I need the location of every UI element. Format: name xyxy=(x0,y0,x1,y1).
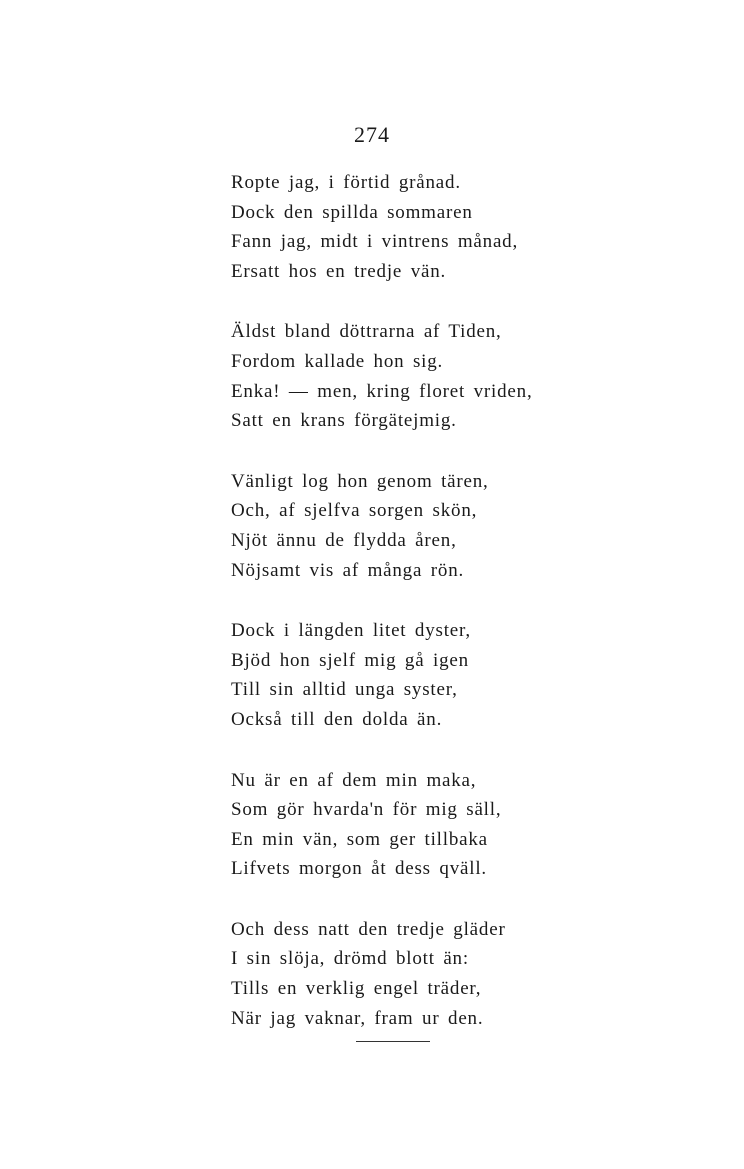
poem-line: Och dess natt den tredje gläder xyxy=(231,918,506,940)
stanza xyxy=(231,467,691,585)
poem-line: I sin slöja, drömd blott än: xyxy=(231,948,469,970)
stanza xyxy=(231,616,691,734)
poem-line: Lifvets morgon åt dess qväll. xyxy=(231,858,487,880)
stanza xyxy=(231,766,691,884)
poem-line: Också till den dolda än. xyxy=(231,708,443,730)
poem-line: Tills en verklig engel träder, xyxy=(231,978,482,1000)
poem-line: Och, af sjelfva sorgen skön, xyxy=(231,500,478,522)
poem xyxy=(231,168,691,1064)
poem-line: Fordom kallade hon sig. xyxy=(231,350,444,372)
end-rule xyxy=(356,1041,430,1042)
stanza xyxy=(231,317,691,435)
poem-line: Dock den spillda sommaren xyxy=(231,201,473,223)
poem-line: Nu är en af dem min maka, xyxy=(231,769,477,791)
poem-line: Ropte jag, i förtid grånad. xyxy=(231,172,461,193)
poem-line: Äldst bland döttrarna af Tiden, xyxy=(231,321,502,343)
poem-line: Satt en krans förgätejmig. xyxy=(231,410,457,432)
poem-line: Njöt ännu de flydda åren, xyxy=(231,529,457,551)
stanza xyxy=(231,915,691,1033)
poem-line: Vänligt log hon genom tären, xyxy=(231,470,489,492)
poem-line: När jag vaknar, fram ur den. xyxy=(231,1007,484,1029)
poem-line: Som gör hvarda'n för mig säll, xyxy=(231,799,502,821)
poem-line: Bjöd hon sjelf mig gå igen xyxy=(231,649,469,671)
page-number: 274 xyxy=(354,122,390,147)
poem-line: Till sin alltid unga syster, xyxy=(231,679,458,701)
poem-line: Fann jag, midt i vintrens månad, xyxy=(231,231,519,253)
poem-line: Nöjsamt vis af många rön. xyxy=(231,559,465,581)
stanza xyxy=(231,168,691,286)
poem-line: En min vän, som ger tillbaka xyxy=(231,828,488,850)
poem-line: Ersatt hos en tredje vän. xyxy=(231,260,447,282)
poem-line: Enka! — men, kring floret vriden, xyxy=(231,380,533,402)
poem-line: Dock i längden litet dyster, xyxy=(231,620,471,642)
